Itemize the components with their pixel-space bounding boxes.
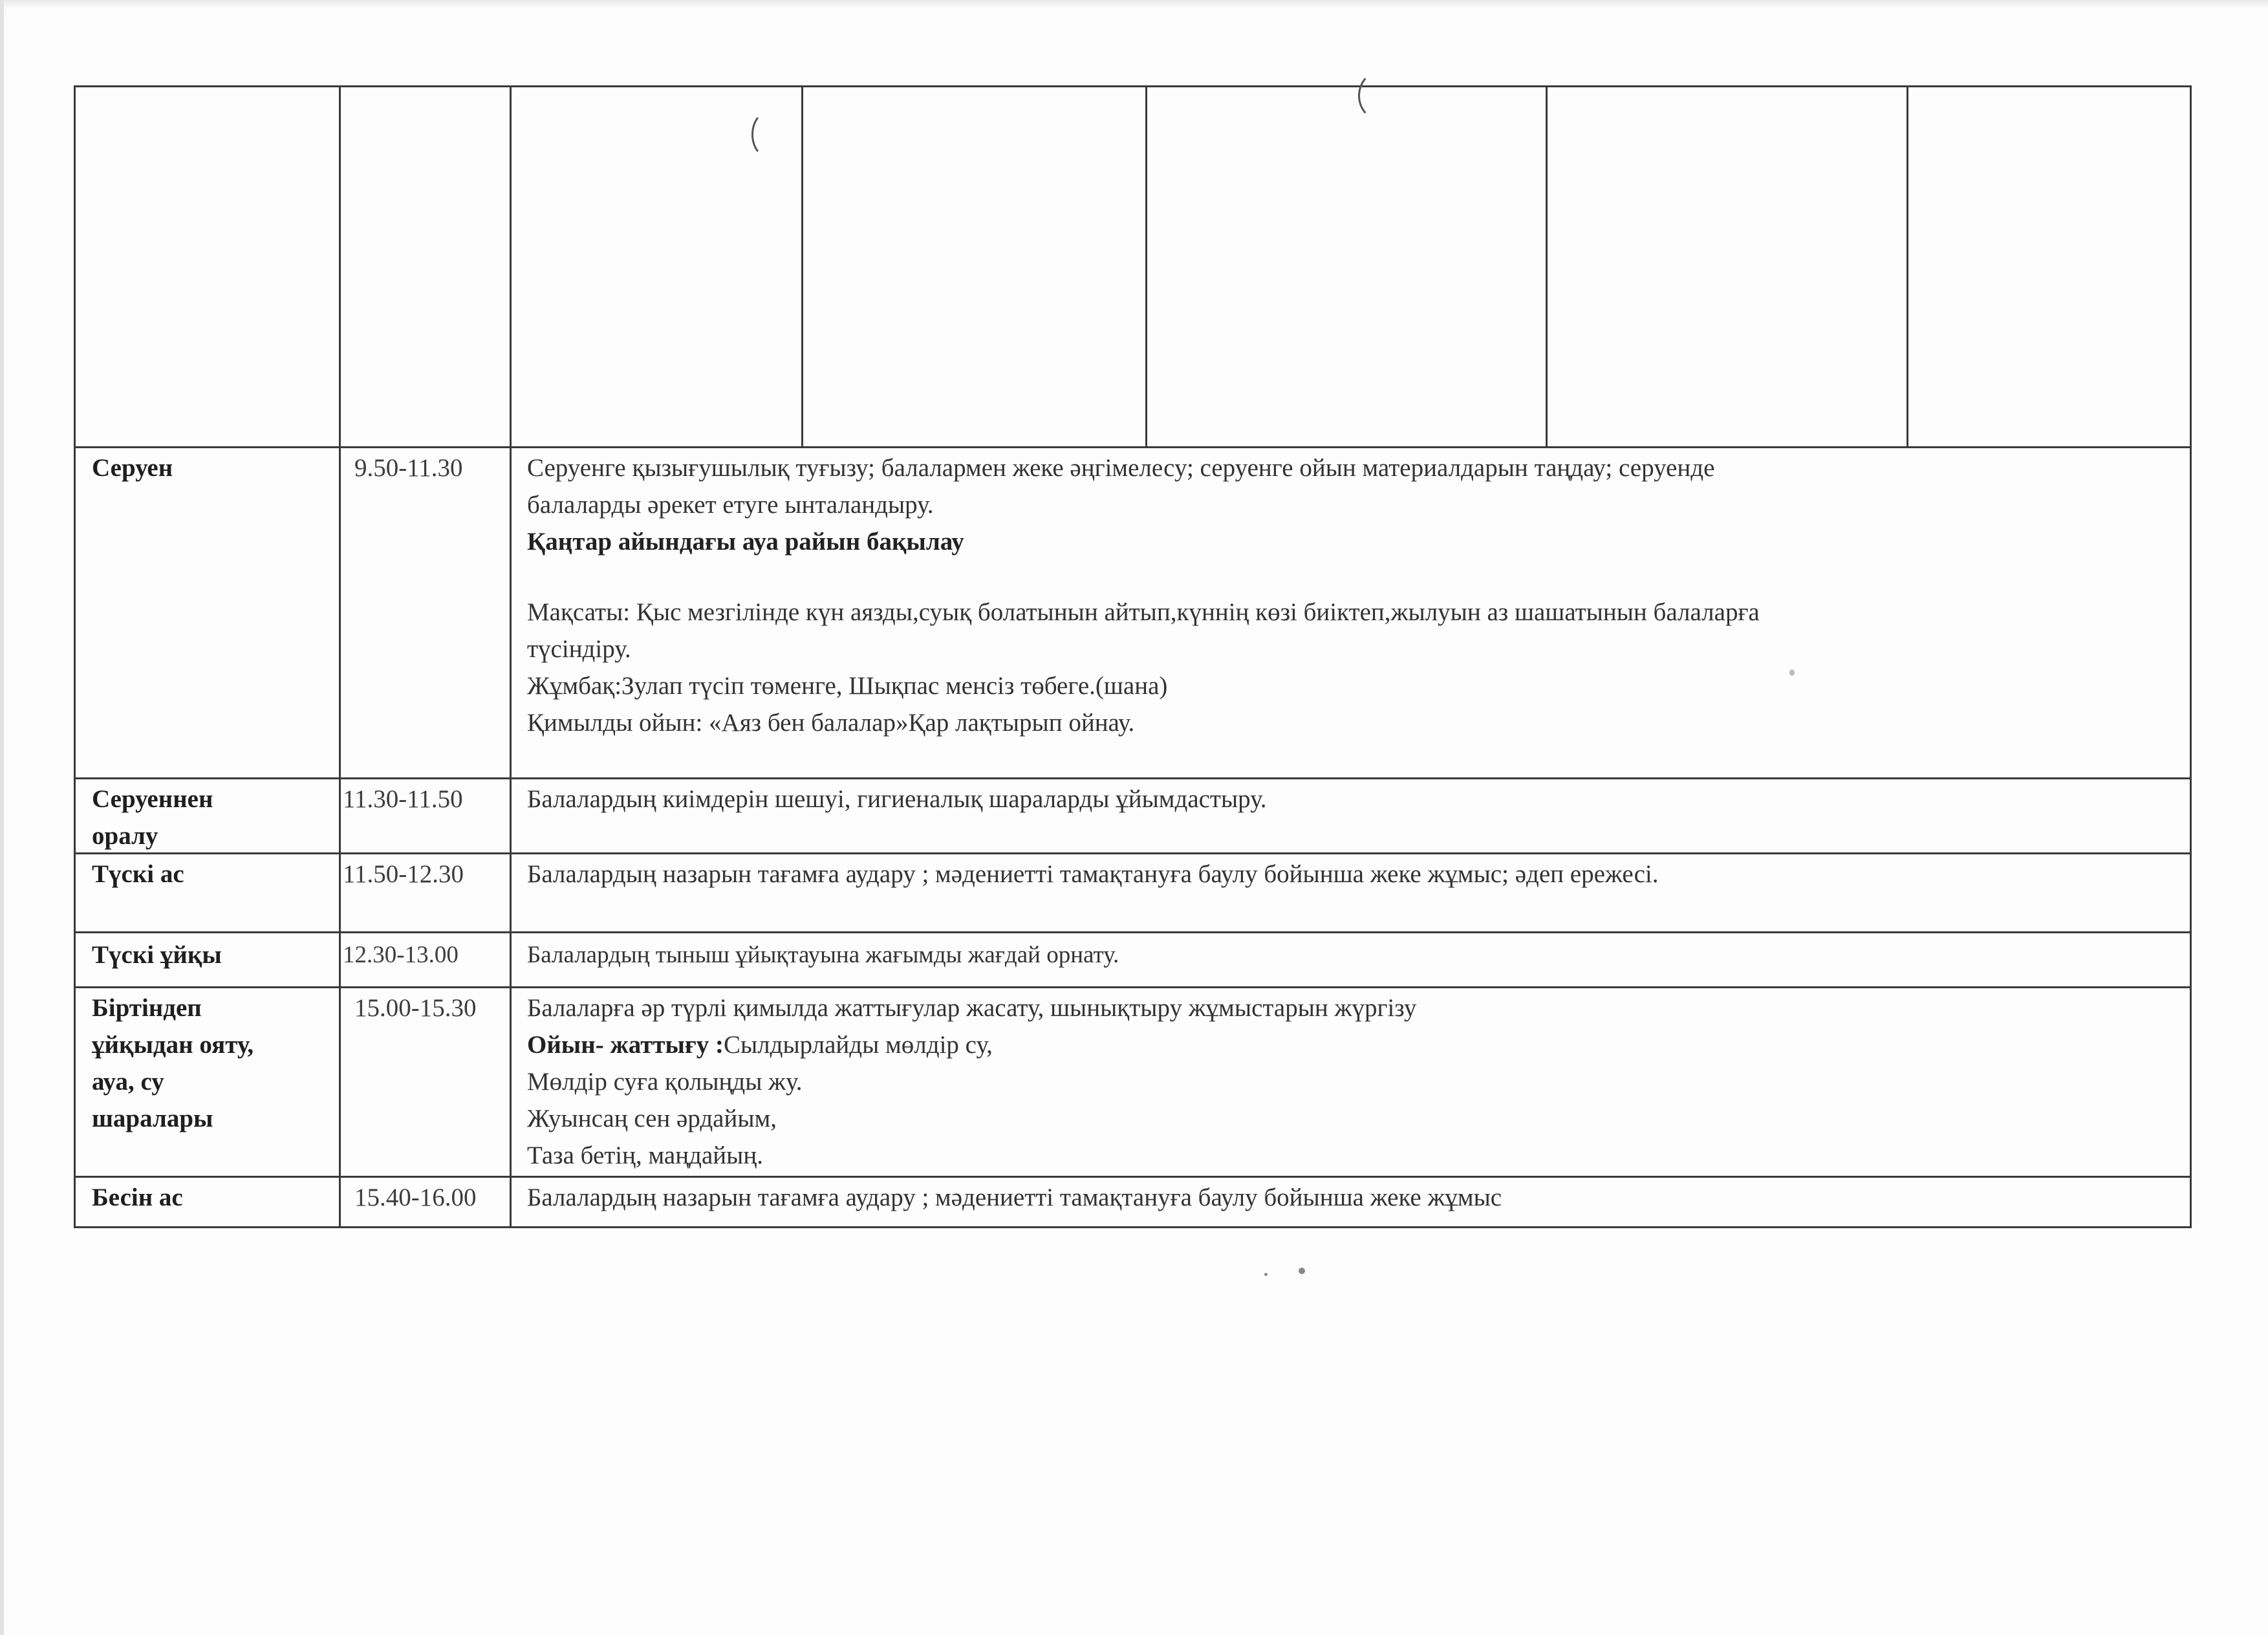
scan-mark (1358, 71, 1401, 120)
description-line: балаларды әрекет етуге ынталандыру. (527, 491, 934, 519)
scan-speck (1789, 669, 1795, 676)
col-divider-upper (1145, 85, 1147, 448)
activity-label: Түскі ас (92, 860, 184, 888)
description-line: Жұмбақ:Зулап түсіп төменге, Шықпас менсіз төбеге.(шана) (527, 672, 1168, 700)
activity-label: Түскі ұйқы (92, 941, 222, 969)
game-text: Сылдырлайды мөлдір су, (723, 1031, 993, 1059)
col-divider-upper (1906, 85, 1908, 448)
row-divider (74, 852, 2192, 854)
time-range: 12.30-13.00 (343, 942, 459, 968)
time-range: 15.40-16.00 (354, 1184, 477, 1211)
description-line: Балаларға әр түрлі қимылда жаттығулар жасату, шынықтыру жұмыстарын жүргізу (527, 994, 1417, 1022)
activity-label: ауа, су (92, 1068, 164, 1096)
row-divider (74, 986, 2192, 988)
row-divider (74, 777, 2192, 779)
activity-description: Балалардың назарын тағамға аудару ; мәдениетті тамақтануға баулу бойынша жеке жұмыс (527, 1184, 1502, 1211)
game-line (527, 1026, 993, 1063)
activity-description: Балалардың тыныш ұйықтауына жағымды жағдай орнату. (527, 942, 1119, 968)
activity-description: Балалардың назарын тағамға аудару ; мәдениетті тамақтануға баулу бойынша жеке жұмыс; әдеп ережесі. (527, 860, 1659, 888)
col-divider (339, 85, 341, 1228)
scan-mark (751, 111, 785, 158)
activity-label: Біртіндеп (92, 994, 202, 1022)
verse-line: Жуынсаң сен әрдайым, (527, 1105, 777, 1132)
table-border-left (74, 85, 76, 1228)
time-range: 15.00-15.30 (354, 994, 477, 1022)
description-line: түсіндіру. (527, 635, 631, 663)
scan-speck (1264, 1273, 1268, 1276)
row-divider (74, 931, 2192, 933)
description-line: Серуенге қызығушылық туғызу; балалармен жеке әңгімелесу; серуенге ойын материалдарын таңдау; серуенде (527, 454, 1715, 482)
table-border-top (74, 85, 2192, 87)
activity-label: Серуен (92, 454, 173, 482)
activity-label: оралу (92, 822, 158, 850)
table-border-right (2190, 85, 2192, 1228)
activity-label: Бесін ас (92, 1184, 183, 1211)
description-line: Мақсаты: Қыс мезгілінде күн аязды,суық болатынын айтып,күннің көзі биіктеп,жылуын аз шашатынын балаларға (527, 598, 1760, 626)
scan-edge-top (0, 0, 2268, 9)
time-range: 11.30-11.50 (343, 785, 463, 813)
verse-line: Таза бетің, маңдайың. (527, 1142, 763, 1169)
col-divider-upper (801, 85, 803, 448)
activity-label: шаралары (92, 1105, 213, 1132)
row-divider (74, 446, 2192, 448)
activity-label: Серуеннен (92, 785, 213, 813)
time-range: 11.50-12.30 (343, 860, 464, 888)
table-border-bottom (74, 1226, 2192, 1228)
verse-line: Мөлдір суға қолыңды жу. (527, 1068, 803, 1096)
game-label: Ойын- жаттығу : (527, 1031, 724, 1059)
scan-edge-left (0, 0, 4, 1635)
col-divider-upper (1546, 85, 1548, 448)
description-line: Қимылды ойын: «Аяз бен балалар»Қар лақтырып ойнау. (527, 709, 1135, 737)
activity-description: Балалардың киімдерін шешуі, гигиеналық шараларды ұйымдастыру. (527, 785, 1267, 813)
scan-speck (1299, 1268, 1305, 1274)
time-range: 9.50-11.30 (354, 454, 463, 482)
activity-label: ұйқыдан ояту, (92, 1031, 254, 1059)
description-heading: Қаңтар айындағы ауа райын бақылау (527, 528, 964, 556)
row-divider (74, 1176, 2192, 1178)
col-divider (510, 85, 512, 1228)
